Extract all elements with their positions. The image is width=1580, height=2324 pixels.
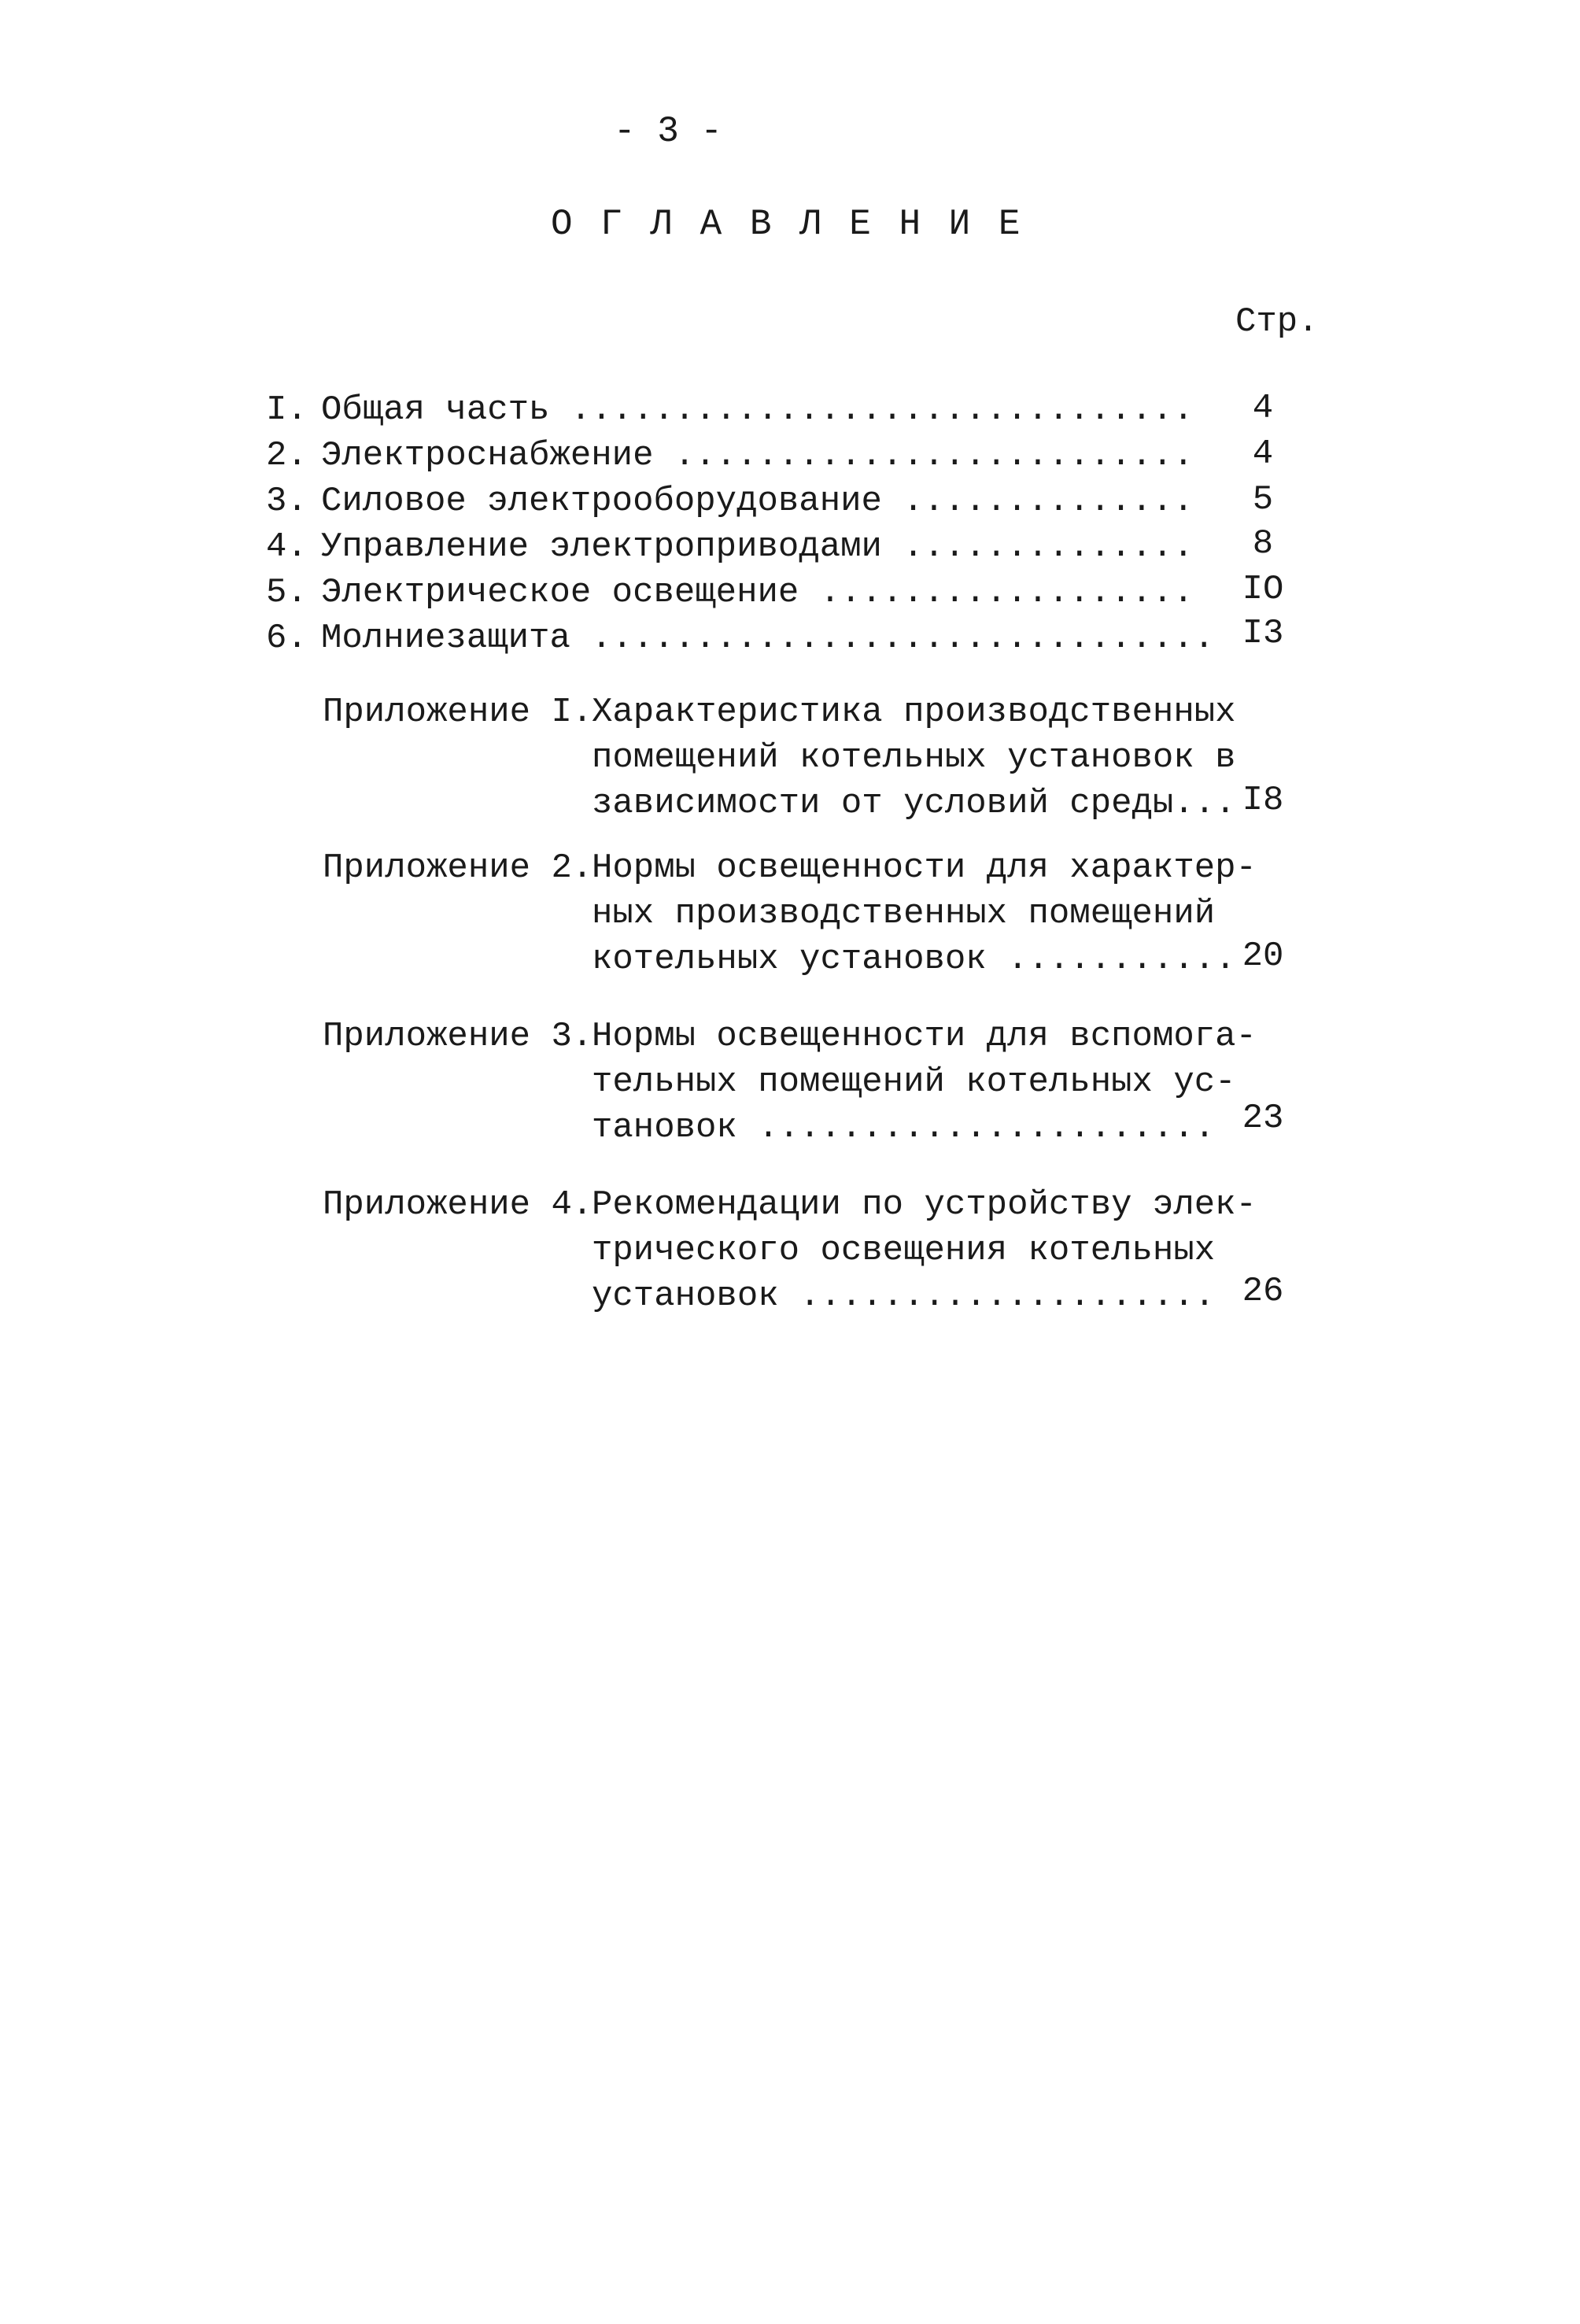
page-number: - 3 - — [614, 111, 723, 152]
appendix-line: установок .................... — [592, 1277, 1216, 1316]
appendix-page: I8 — [1242, 781, 1284, 820]
appendix-label: Приложение 4. — [323, 1185, 593, 1225]
toc-page: 4 — [1252, 434, 1274, 474]
appendix-page: 20 — [1242, 937, 1284, 976]
appendix-line: тельных помещений котельных ус- — [592, 1062, 1236, 1102]
appendix-line: тановок ...................... — [592, 1108, 1216, 1147]
appendix-line: помещений котельных установок в — [592, 738, 1236, 778]
toc-page: I3 — [1242, 614, 1284, 653]
appendix-label: Приложение 3. — [323, 1017, 593, 1056]
toc-page: 5 — [1252, 480, 1274, 519]
appendix-line: котельных установок ........... — [592, 940, 1236, 979]
toc-page: IO — [1242, 570, 1284, 609]
toc-entry: Силовое электрооборудование .............. — [321, 482, 1194, 521]
appendix-line: Нормы освещенности для характер- — [592, 848, 1257, 888]
appendix-line: Нормы освещенности для вспомога- — [592, 1017, 1257, 1056]
page-column-header: Стр. — [1235, 302, 1319, 342]
toc-number: 4. — [266, 527, 308, 567]
toc-number: 2. — [266, 436, 308, 475]
page-title: О Г Л А В Л Е Н И Е — [551, 204, 1024, 245]
toc-entry: Общая часть .............................. — [321, 390, 1194, 430]
appendix-page: 23 — [1242, 1099, 1284, 1138]
toc-number: I. — [266, 390, 308, 430]
appendix-label: Приложение I. — [323, 693, 593, 732]
appendix-line: Рекомендации по устройству элек- — [592, 1185, 1257, 1225]
toc-number: 6. — [266, 619, 308, 658]
toc-number: 5. — [266, 573, 308, 612]
toc-entry: Электрическое освещение .................. — [321, 573, 1194, 612]
appendix-label: Приложение 2. — [323, 848, 593, 888]
appendix-line: ных производственных помещений — [592, 894, 1216, 933]
toc-number: 3. — [266, 482, 308, 521]
appendix-page: 26 — [1242, 1272, 1284, 1311]
toc-page: 4 — [1252, 389, 1274, 428]
appendix-line: зависимости от условий среды... — [592, 784, 1236, 823]
toc-entry: Управление электроприводами .............. — [321, 527, 1194, 567]
appendix-line: Характеристика производственных — [592, 693, 1236, 732]
toc-entry: Молниезащита .............................. — [321, 619, 1215, 658]
toc-entry: Электроснабжение ......................... — [321, 436, 1194, 475]
appendix-line: трического освещения котельных — [592, 1231, 1216, 1270]
toc-page: 8 — [1252, 524, 1274, 563]
